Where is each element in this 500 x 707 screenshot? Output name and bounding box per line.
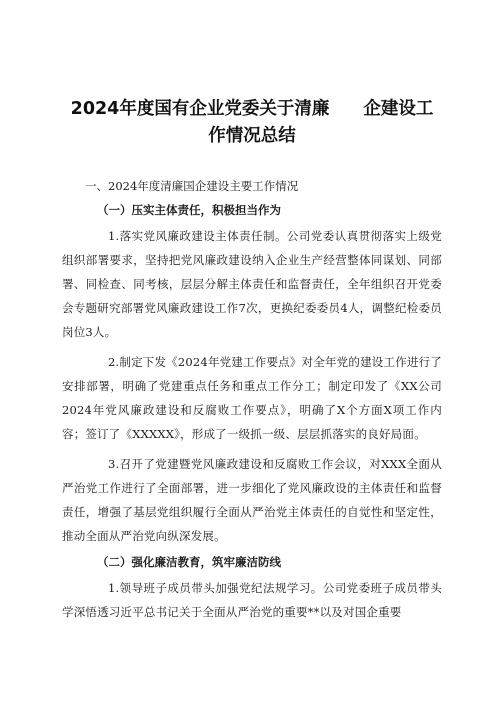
paragraph-1-2: 2.制定下发《2024年党建工作要点》对全年党的建设工作进行了安排部署，明确了党建重点任务和重点工作分工；制定印发了《XX公司2024年党风廉政建设和反腐败工作要点》，明确了X个方面X项工作内容；签订了《XXXXX》，形成了一级抓一级、层层抓落实的良好局面。 — [62, 355, 442, 441]
document-title — [62, 0, 442, 150]
title-line2: 作情况总结 — [208, 126, 296, 146]
section-heading-1: 一、2024年度清廉国企建设主要工作情况 — [85, 179, 299, 193]
subsection-heading-1: （一）压实主体责任，积极担当作为 — [97, 203, 281, 217]
title-line1-part2: 企建设工 — [363, 99, 434, 119]
title-line1-part1: 2024年度国有企业党委关于清廉 — [70, 99, 330, 119]
paragraph-1-3: 3.召开了党建暨党风廉政建设和反腐败工作会议，对XXX全面从严治党工作进行了全面部署，进一步细化了党风廉政设的主体责任和监督责任，增强了基层党组织履行全面从严治党主体责任的自觉性和坚定性，推动全面从严治党向纵深发展。 — [62, 457, 442, 543]
paragraph-1-1: 1.落实党风廉政建设主体责任制。公司党委认真贯彻落实上级党组织部署要求，坚持把党风廉政建设纳入企业生产经营整体同谋划、同部署、同检查、同考核，层层分解主体责任和监督责任，全年组织召开党委会专题研究部署党风廉政建设工作7次，更换纪委委员4人，调整纪检委员岗位3人。 — [62, 229, 442, 339]
paragraph-2-1: 1.领导班子成员带头加强党纪法规学习。公司党委班子成员带头学深悟透习近平总书记关于全面从严治党的重要**以及对国企重要 — [62, 581, 442, 619]
subsection-heading-2: （二）强化廉洁教育，筑牢廉洁防线 — [97, 555, 281, 569]
